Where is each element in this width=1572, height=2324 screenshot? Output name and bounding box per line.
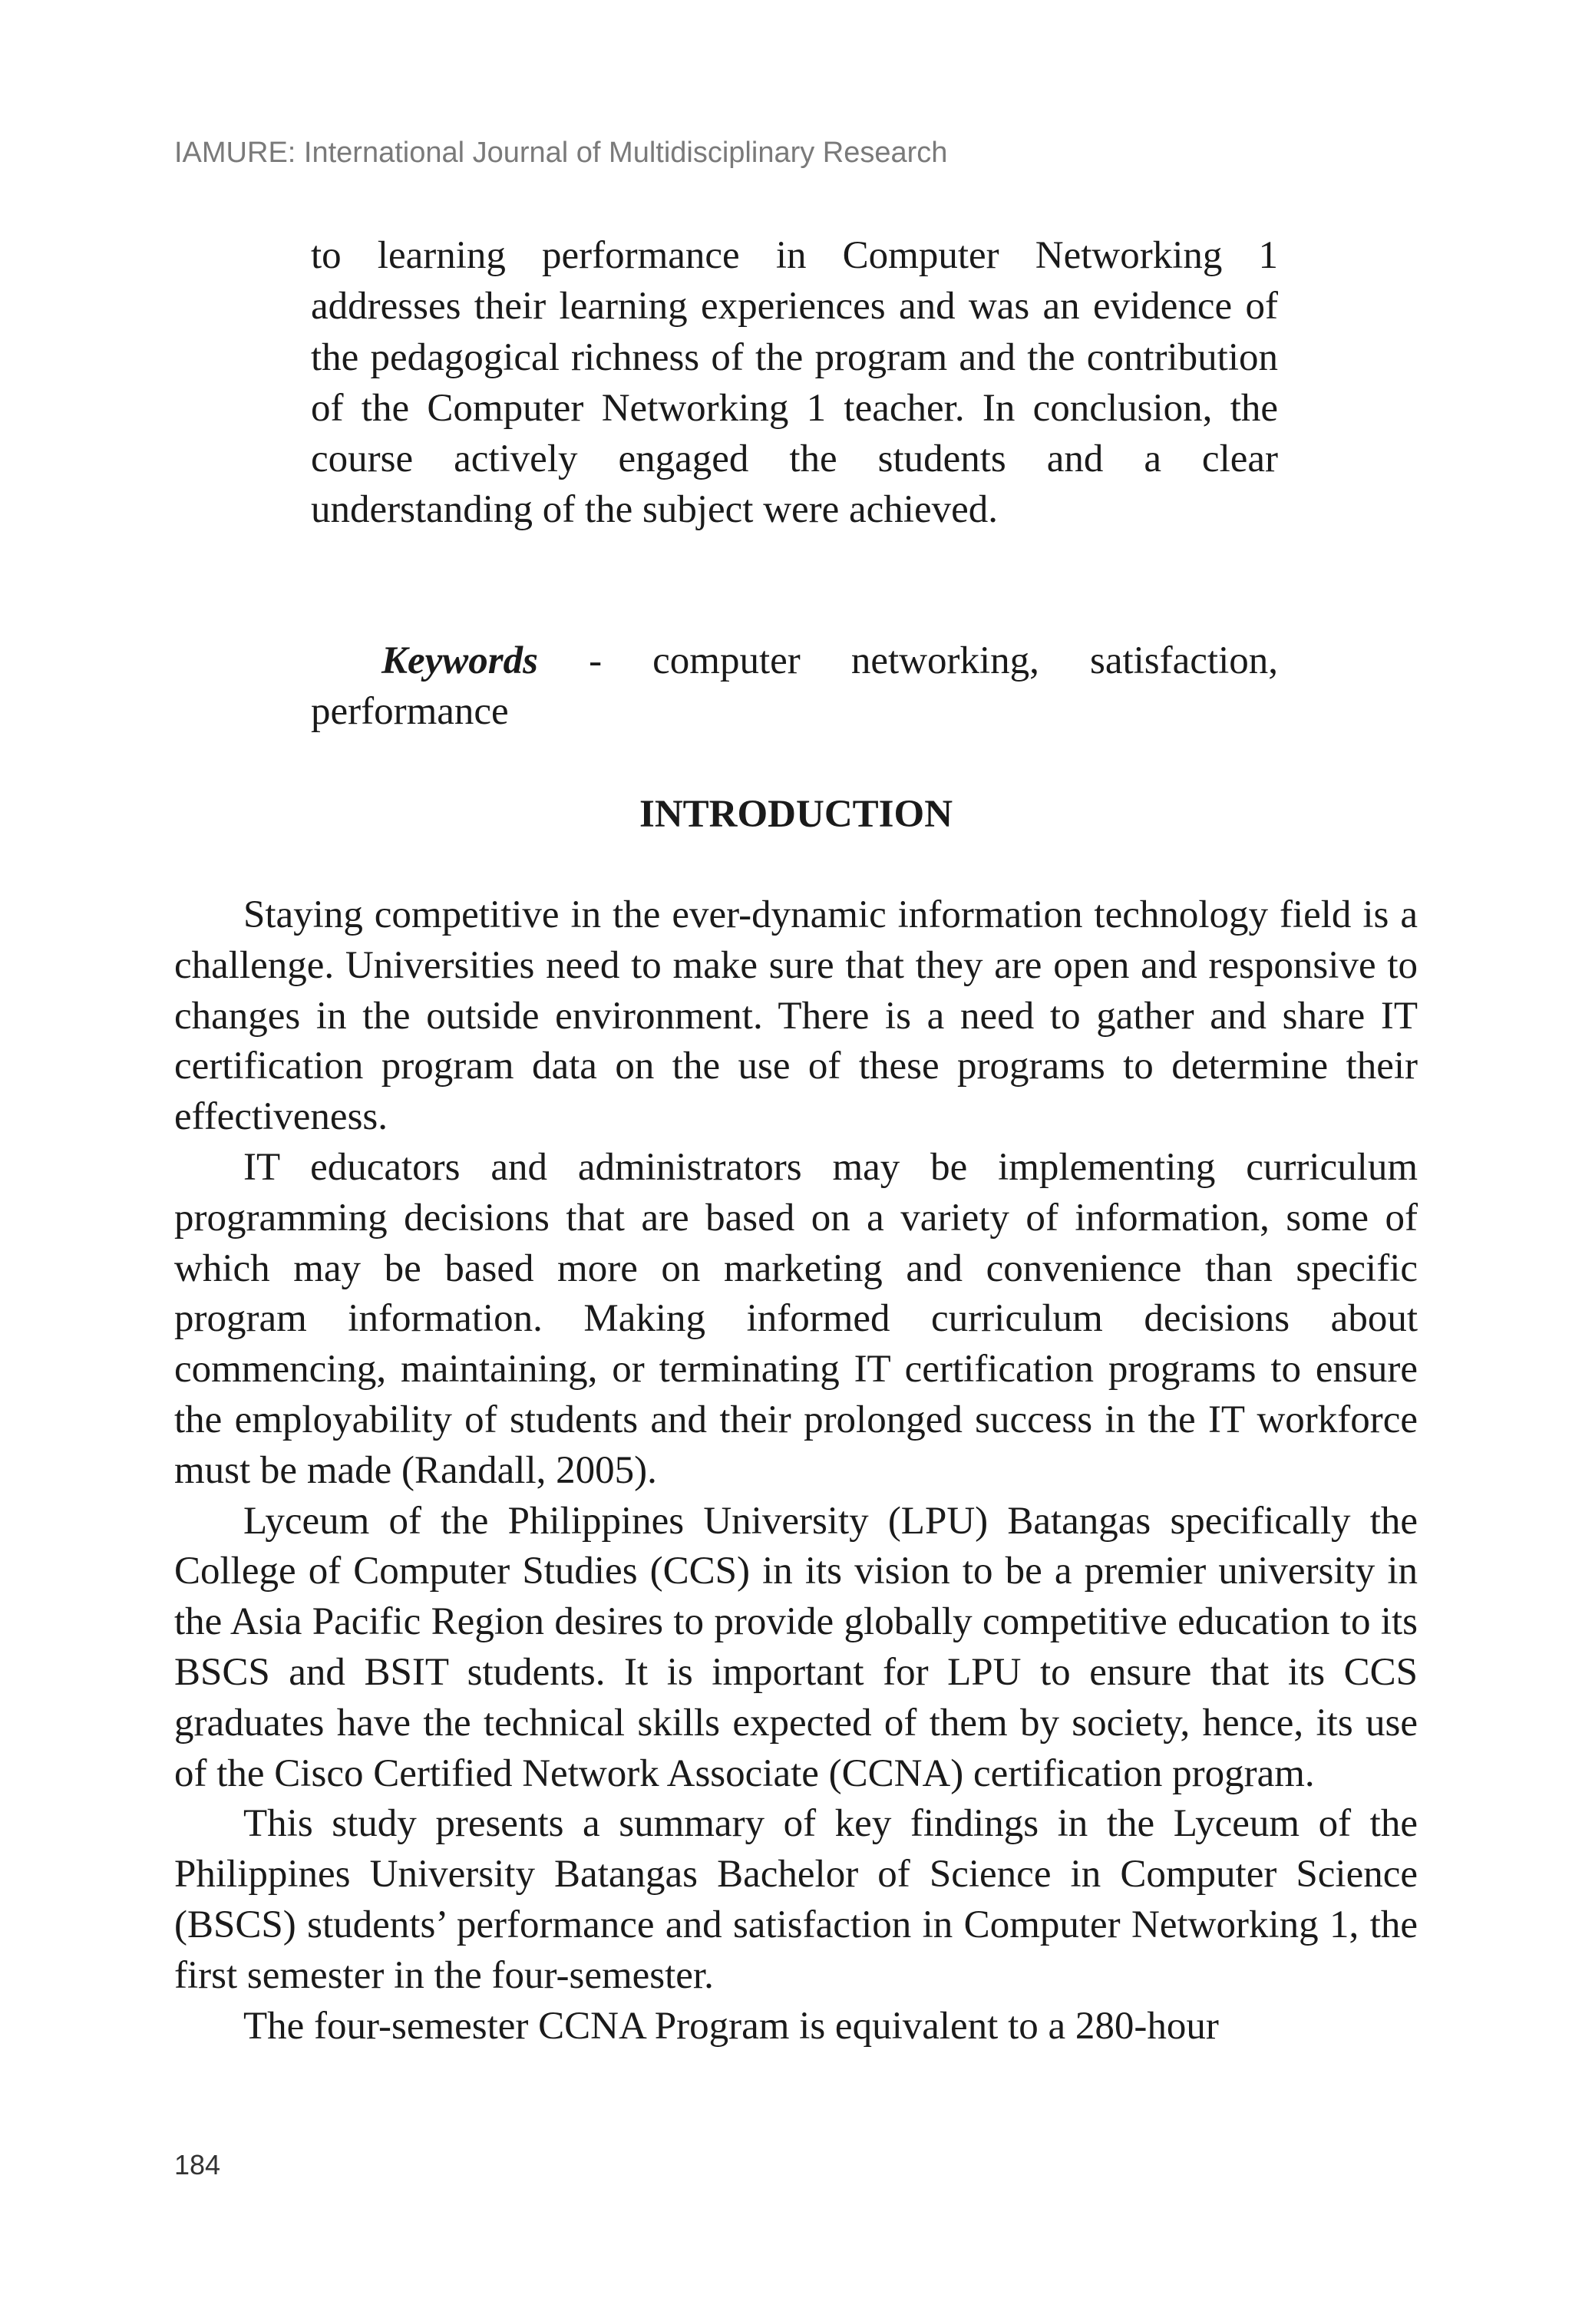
- introduction-body: [174, 890, 1418, 2052]
- body-paragraph: Lyceum of the Philippines University (LPU) Batangas specifically the College of Computer Studies (CCS) in its vision to be a premier university in the Asia Pacific Region desires to provide globally competitive education to its BSCS and BSIT students. It is important for LPU to ensure that its CCS graduates have the technical skills expected of them by society, hence, its use of the Cisco Certified Network Associate (CCNA) certification program.: [174, 1499, 1418, 1795]
- body-paragraph: IT educators and administrators may be implementing curriculum programming decisions that are based on a variety of information, some of which may be based more on marketing and convenience than specific program information. Making informed curriculum decisions about commencing, maintaining, or terminating IT certification programs to ensure the employability of students and their prolonged success in the IT workforce must be made (Randall, 2005).: [174, 1145, 1418, 1492]
- keywords-label: Keywords: [381, 639, 538, 682]
- keywords-line: [311, 635, 1278, 737]
- page-number: 184: [174, 2149, 221, 2180]
- abstract-continuation: [311, 230, 1278, 536]
- introduction-heading: INTRODUCTION: [639, 793, 953, 836]
- running-header: IAMURE: International Journal of Multidisciplinary Research: [174, 137, 948, 169]
- body-paragraph: The four-semester CCNA Program is equivalent to a 280-hour: [243, 2004, 1219, 2048]
- keywords-terms: computer networking, satisfaction, performance: [311, 639, 1278, 733]
- keywords-separator: -: [538, 639, 653, 682]
- body-paragraph: This study presents a summary of key findings in the Lyceum of the Philippines University Batangas Bachelor of Science in Computer Science (BSCS) students’ performance and satisfaction in Computer Networking 1, the first semester in the four-semester.: [174, 1802, 1418, 1997]
- abstract-paragraph: to learning performance in Computer Networking 1 addresses their learning experiences and was an evidence of the pedagogical richness of the program and the contribution of the Computer Networking 1 teacher. In conclusion, the course actively engaged the students and a clear understanding of the subject were achieved.: [311, 234, 1278, 532]
- body-paragraph: Staying competitive in the ever-dynamic information technology field is a challenge. Universities need to make sure that they are open and responsive to changes in the outside environment. There is a need to gather and share IT certification program data on the use of these programs to determine their effectiveness.: [174, 893, 1418, 1139]
